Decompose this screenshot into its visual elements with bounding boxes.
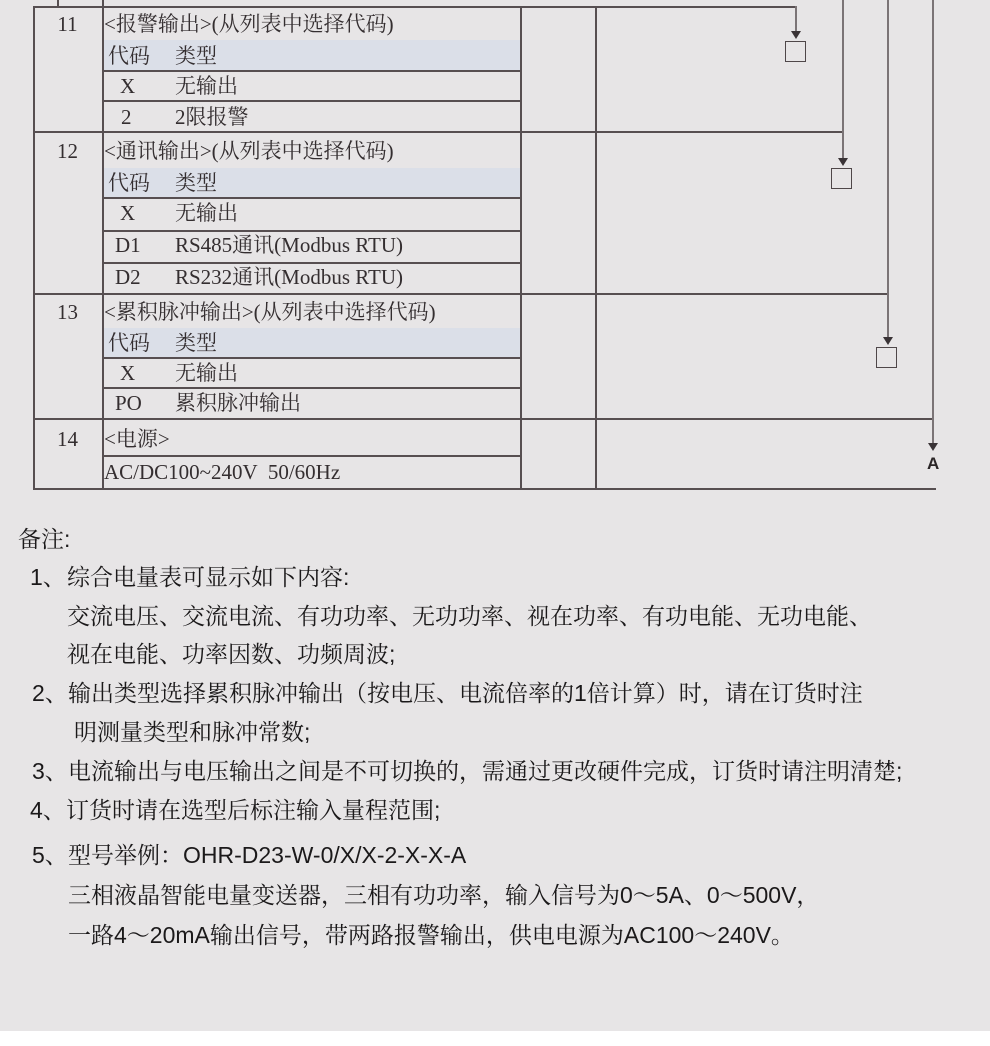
note-2-line-2: 明测量类型和脉冲常数; [74,719,311,745]
section-title: <通讯输出>(从列表中选择代码) [104,139,394,163]
row11-header-underline [102,70,520,72]
arrow-down-row11 [791,31,801,39]
row13-header-bg [104,328,520,357]
note-2-num: 2、 [32,680,68,706]
table-border-contentcol [520,6,522,490]
table-border-top [33,6,796,8]
section-title: <累积脉冲输出>(从列表中选择代码) [104,300,436,324]
note-5-num: 5、 [32,842,68,868]
note-3-num: 3、 [32,758,68,784]
arrow-down-row14 [928,443,938,451]
page-bottom-margin [0,1031,990,1046]
table-border-numcol [102,0,104,490]
note-5-line-1: 型号举例：OHR-D23-W-0/X/X-2-X-X-A [68,842,467,868]
option-code: X [120,74,136,98]
option-code: 2 [121,105,132,129]
row14-divider [102,455,520,457]
code-box-pulse-output [876,347,897,368]
note-1-line-1: 综合电量表可显示如下内容: [67,564,350,590]
power-supply-value: AC/DC100~240V 50/60Hz [104,460,341,484]
option-code: X [120,361,136,385]
arrow-down-row13 [883,337,893,345]
table-border-right [595,6,597,490]
table-border-bottom [33,488,936,490]
col-header-code: 代码 [108,44,150,68]
option-type: 无输出 [175,201,238,225]
row13-header-underline [102,357,520,359]
option-code: PO [115,391,142,415]
col-header-code: 代码 [108,331,150,355]
table-border-stub-top [57,0,59,7]
code-end-label: A [927,454,940,473]
note-1-num: 1、 [30,564,66,590]
table-border-row13-bottom [33,418,933,420]
note-5-line-2: 三相液晶智能电量变送器，三相有功功率，输入信号为0～5A、0～500V， [68,882,820,908]
row-number: 13 [57,300,78,324]
row12-header-bg [104,168,520,197]
table-border-row11-bottom [33,131,843,133]
option-type: 累积脉冲输出 [175,391,301,415]
row12-header-underline [102,197,520,199]
col-header-type: 类型 [175,171,217,195]
section-title: <报警输出>(从列表中选择代码) [104,12,394,36]
note-2-line-1: 输出类型选择累积脉冲输出（按电压、电流倍率的1倍计算）时，请在订货时注 [68,680,863,706]
note-1-line-3: 视在电能、功率因数、功频周波; [67,641,396,667]
code-box-comm-output [831,168,852,189]
note-4-line-1: 订货时请在选型后标注输入量程范围; [66,797,441,823]
option-type: 无输出 [175,361,238,385]
table-border-left [33,6,35,490]
row11-header-bg [104,40,520,70]
note-5-line-3: 一路4～20mA输出信号，带两路报警输出，供电电源为AC100～240V。 [68,922,794,948]
note-4-num: 4、 [30,797,66,823]
option-type: RS232通讯(Modbus RTU) [175,265,404,289]
row11-option-divider [102,100,520,102]
drop-line-row13 [887,0,889,341]
col-header-type: 类型 [175,44,217,68]
drop-line-row14 [932,0,934,444]
code-box-alarm-output [785,41,806,62]
row-number: 11 [57,12,78,36]
option-type: RS485通讯(Modbus RTU) [175,233,404,257]
option-code: D2 [115,265,141,289]
col-header-code: 代码 [108,171,150,195]
drop-line-row12 [842,0,844,162]
option-code: D1 [115,233,141,257]
note-1-line-2: 交流电压、交流电流、有功功率、无功功率、视在功率、有功电能、无功电能、 [67,603,872,629]
row-number: 14 [57,427,78,451]
option-type: 无输出 [175,74,238,98]
row-number: 12 [57,139,78,163]
option-type: 2限报警 [175,105,249,129]
notes-heading: 备注: [18,526,71,552]
section-title: <电源> [104,427,170,451]
col-header-type: 类型 [175,331,217,355]
table-border-row12-bottom [33,293,888,295]
option-code: X [120,201,136,225]
row13-option-divider [102,387,520,389]
note-3-line-1: 电流输出与电压输出之间是不可切换的，需通过更改硬件完成，订货时请注明清楚; [68,758,903,784]
arrow-down-row12 [838,158,848,166]
